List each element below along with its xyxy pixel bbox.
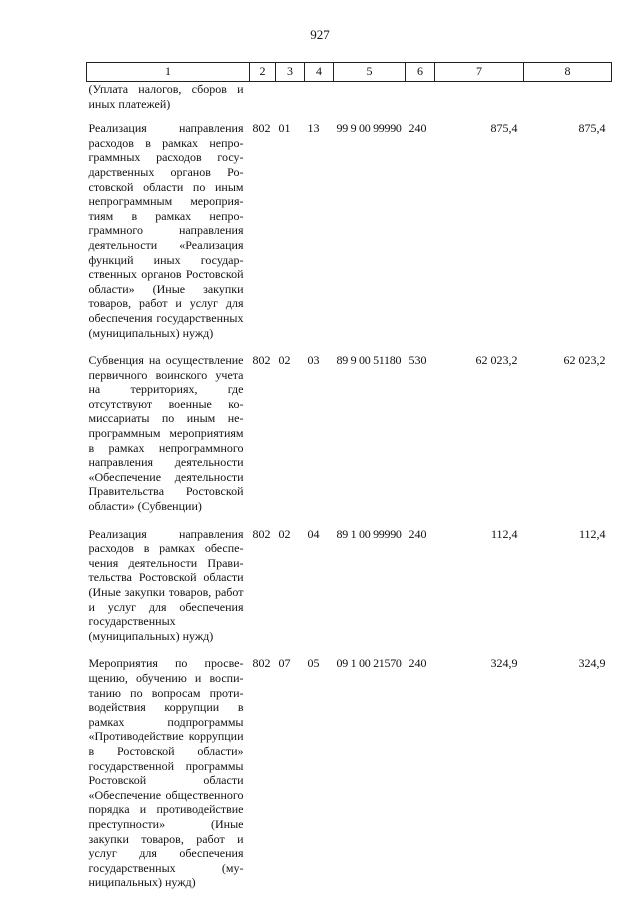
row-csr: 89 9 00 51180 xyxy=(336,353,402,368)
row-pr: 05 xyxy=(307,656,320,671)
header-col-3: 3 xyxy=(276,63,305,82)
row-amount-2: 112,4 xyxy=(578,526,606,541)
row-vid: 240 xyxy=(408,526,427,541)
row-description: Реализация направления расходов в рамках непрограммных расходов государственных органов Ростовской области по иным непрограммным мероприятиям в рамках непрограммного направления деятельности «Реализация функций иных государственных органов Ростовской области» (Иные закупки товаров, работ и услуг для обеспечения государственных (муниципальных) нужд) xyxy=(88,121,244,340)
row-csr: 09 1 00 21570 xyxy=(336,656,402,671)
table-row xyxy=(87,527,612,657)
row-vr: 802 xyxy=(252,526,271,541)
table-header xyxy=(87,63,612,82)
table-row xyxy=(87,656,612,890)
header-col-4: 4 xyxy=(305,63,334,82)
row-csr: 89 1 00 99990 xyxy=(336,526,402,541)
row-pr: 13 xyxy=(307,121,320,136)
row-vid: 240 xyxy=(408,656,427,671)
row-rz: 02 xyxy=(278,353,291,368)
row-amount-2: 875,4 xyxy=(578,121,606,136)
header-col-6: 6 xyxy=(406,63,435,82)
row-rz: 07 xyxy=(278,656,291,671)
row-description: Субвенция на осуществление первичного воинского учета на территориях, где отсутствуют военные комиссариаты по иным непрограммным мероприятиям в рамках непрограммного направления деятельности «Обеспечение деятельности Правительства Ростовской области» (Субвенции) xyxy=(88,353,244,514)
row-amount-1: 112,4 xyxy=(490,526,518,541)
row-amount-1: 324,9 xyxy=(490,656,518,671)
header-col-2: 2 xyxy=(250,63,276,82)
row-rz: 01 xyxy=(278,121,291,136)
table-row-continuation xyxy=(87,82,612,122)
table-row xyxy=(87,353,612,527)
table-row xyxy=(87,121,612,353)
row-amount-1: 875,4 xyxy=(490,121,518,136)
row-pr: 04 xyxy=(307,526,320,541)
row-vr: 802 xyxy=(252,353,271,368)
budget-table xyxy=(86,62,612,890)
row-pr: 03 xyxy=(307,353,320,368)
continuation-text: (Уплата налогов, сборов и иных платежей) xyxy=(88,82,244,111)
row-vid: 530 xyxy=(408,353,427,368)
row-amount-2: 324,9 xyxy=(578,656,606,671)
header-col-8: 8 xyxy=(524,63,612,82)
page-number: 927 xyxy=(310,27,330,42)
row-description: Реализация направления расходов в рамках обеспечения деятельности Правительства Ростовской области (Иные закупки товаров, работ и услуг для обеспечения государственных (муниципальных) нужд) xyxy=(88,526,244,643)
row-vid: 240 xyxy=(408,121,427,136)
row-vr: 802 xyxy=(252,121,271,136)
row-amount-2: 62 023,2 xyxy=(563,353,606,368)
header-col-5: 5 xyxy=(334,63,406,82)
row-vr: 802 xyxy=(252,656,271,671)
row-rz: 02 xyxy=(278,526,291,541)
header-col-1: 1 xyxy=(87,63,250,82)
row-description: Мероприятия по просвещению, обучению и воспитанию по вопросам противодействия коррупции в рамках подпрограммы «Противодействие коррупции в Ростовской области» государственной программы Ростовской области «Обеспечение общественного порядка и противодействие преступности» (Иные закупки товаров, работ и услуг для обеспечения государственных (муниципальных) нужд) xyxy=(88,656,244,890)
row-csr: 99 9 00 99990 xyxy=(336,121,402,136)
row-amount-1: 62 023,2 xyxy=(475,353,518,368)
header-col-7: 7 xyxy=(435,63,524,82)
